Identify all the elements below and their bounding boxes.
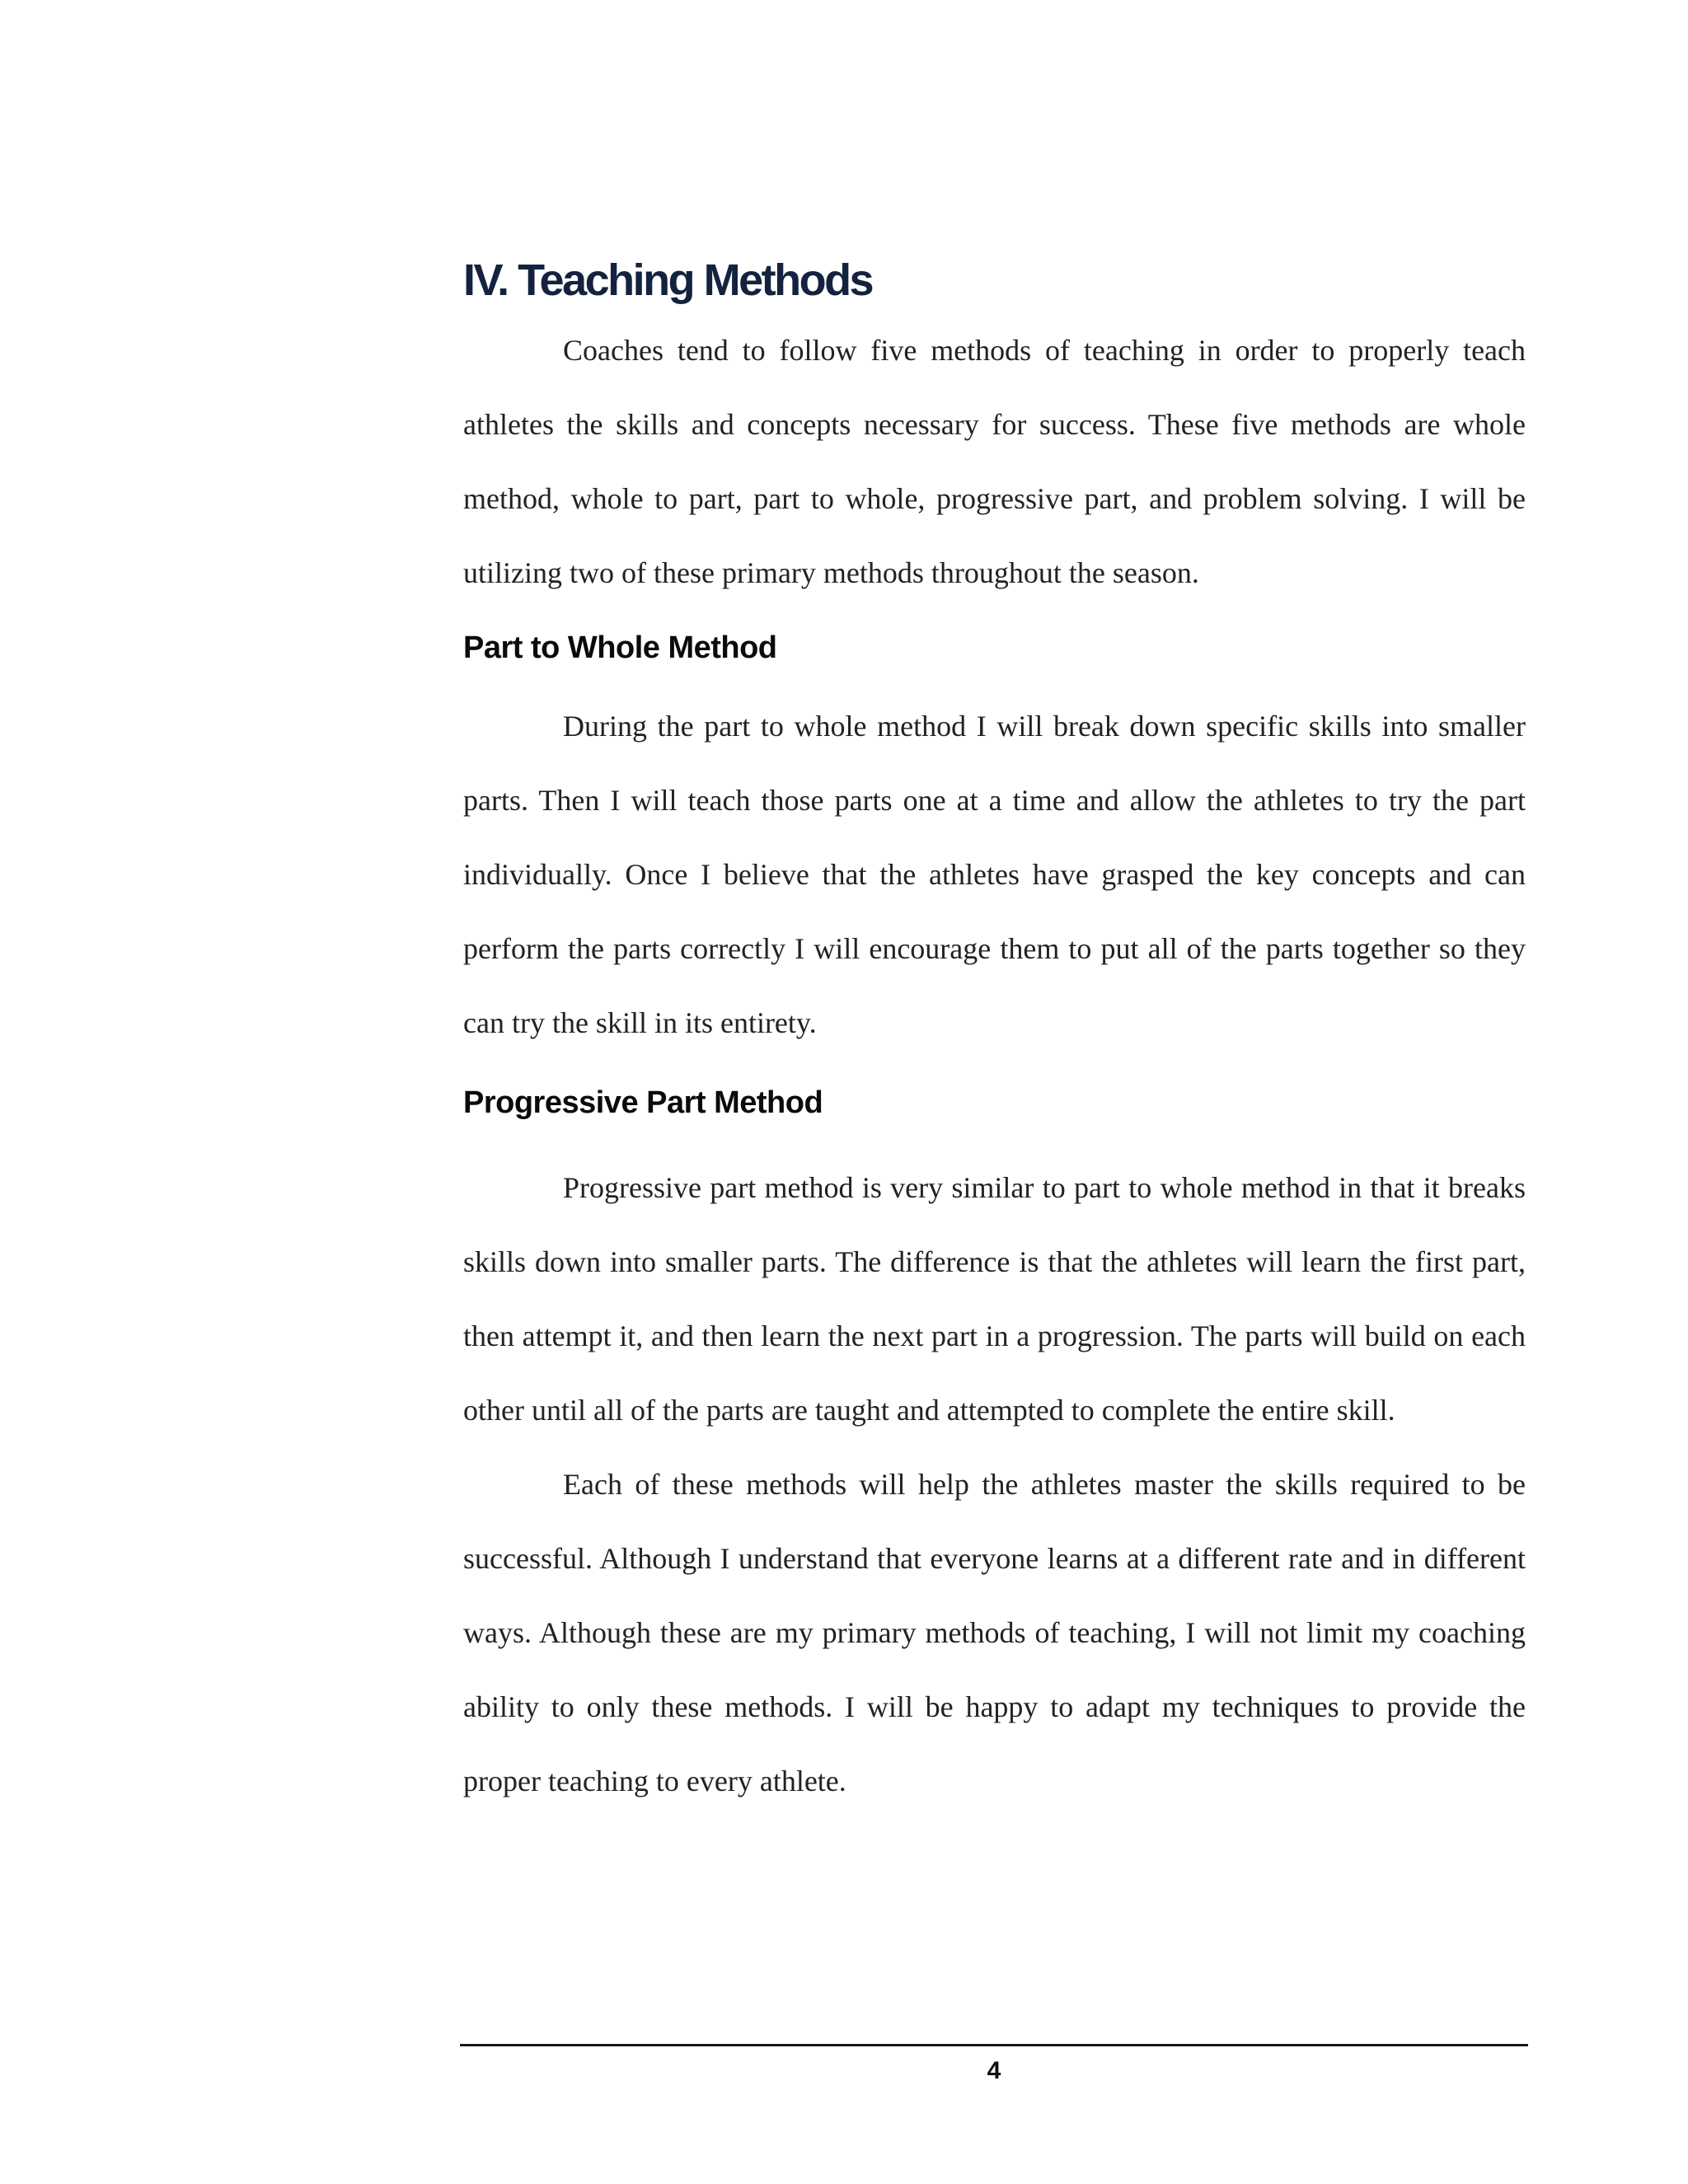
intro-paragraph: Coaches tend to follow five methods of teaching in order to properly teach athletes the skills and concepts necessary for success. These five methods are whole method, whole to part, part to whole, progressive part, and problem solving. I will be utilizing two of these primary methods throughout the season.: [463, 334, 1526, 589]
closing-paragraph: Each of these methods will help the athletes master the skills required to be successful. Although I understand that everyone learns at a different rate and in different ways. Although these are my primary methods of teaching, I will not limit my coaching ability to only these methods. I will be happy to adapt my techniques to provide the proper teaching to every athlete.: [463, 1468, 1526, 1797]
part-to-whole-paragraph: During the part to whole method I will break down specific skills into smaller parts. Then I will teach those parts one at a time and allow the athletes to try the part individually. Once I believe that the athletes have grasped the key concepts and can perform the parts correctly I will encourage them to put all of the parts together so they can try the skill in its entirety.: [463, 710, 1526, 1039]
page-content: [463, 247, 1526, 1818]
section-title: IV. Teaching Methods: [463, 255, 873, 305]
page-number: 4: [987, 2057, 1001, 2084]
subheading-part-to-whole: Part to Whole Method: [463, 630, 777, 665]
progressive-part-paragraph: Progressive part method is very similar to part to whole method in that it breaks skills down into smaller parts. The difference is that the athletes will learn the first part, then attempt it, and then learn the next part in a progression. The parts will build on each other until all of the parts are taught and attempted to complete the entire skill.: [463, 1171, 1526, 1427]
subheading-progressive-part: Progressive Part Method: [463, 1085, 823, 1120]
footer-rule: [460, 2044, 1528, 2046]
